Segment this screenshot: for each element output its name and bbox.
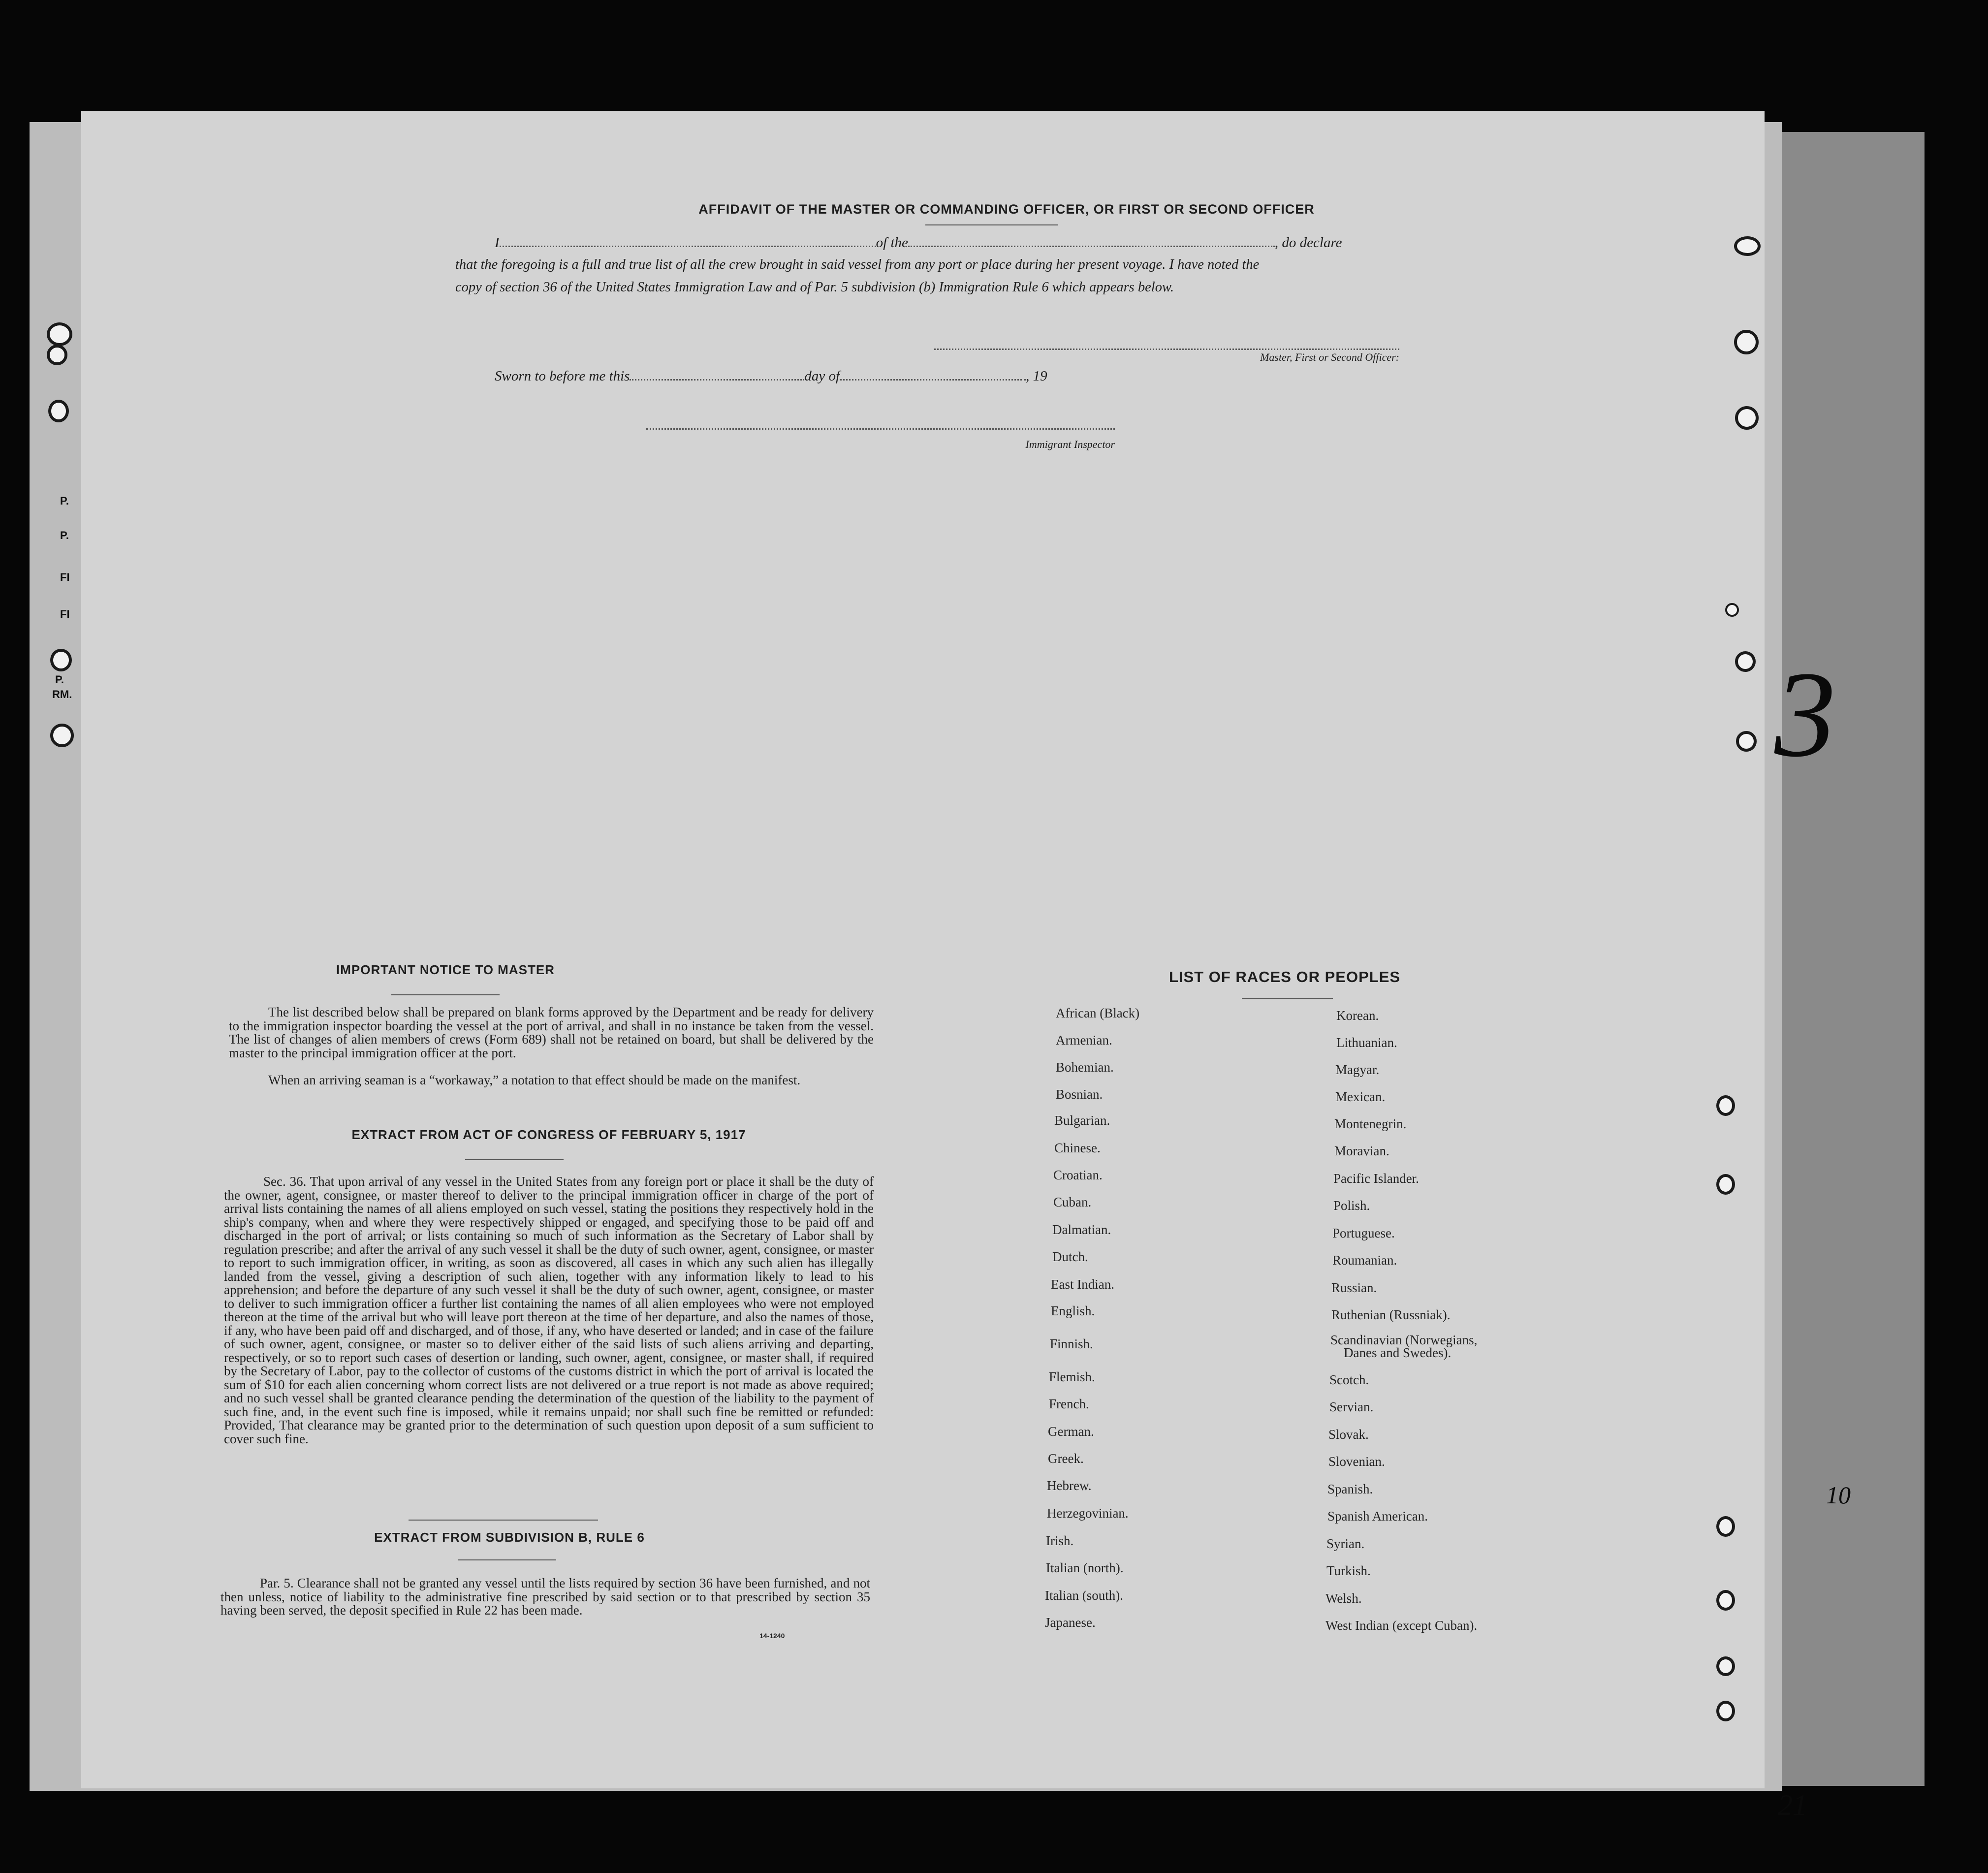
races-rule <box>1242 998 1333 999</box>
race-item: Hebrew. <box>1047 1478 1092 1493</box>
race-item: Finnish. <box>1050 1336 1093 1351</box>
race-item: Ruthenian (Russniak). <box>1331 1307 1451 1322</box>
race-item: Japanese. <box>1045 1615 1096 1630</box>
punch-hole <box>47 345 67 365</box>
margin-fragment: P. <box>60 529 69 541</box>
race-item: Irish. <box>1046 1533 1074 1548</box>
race-item: Turkish. <box>1326 1563 1371 1578</box>
sworn-month-field[interactable] <box>840 379 1026 381</box>
race-item: Magyar. <box>1335 1062 1380 1077</box>
race-item: Russian. <box>1331 1280 1377 1295</box>
race-item: Moravian. <box>1334 1143 1389 1158</box>
notice-rule <box>391 994 500 995</box>
margin-fragment: P. <box>55 673 64 686</box>
race-item: Slovak. <box>1328 1427 1369 1442</box>
race-item: Syrian. <box>1326 1536 1365 1551</box>
race-item: Slovenian. <box>1328 1454 1385 1469</box>
race-item: Bulgarian. <box>1054 1113 1110 1128</box>
punch-hole <box>1716 1590 1735 1611</box>
punch-hole <box>1734 236 1761 256</box>
day-of-text: day of <box>804 368 840 384</box>
race-item: Chinese. <box>1054 1141 1101 1155</box>
rule-extract-rule <box>458 1559 556 1560</box>
race-item: Polish. <box>1333 1198 1370 1213</box>
race-item: Dutch. <box>1052 1249 1088 1264</box>
race-item: Bohemian. <box>1056 1060 1114 1075</box>
rule-extract-top-rule <box>409 1520 598 1521</box>
master-signature-line[interactable] <box>934 349 1399 350</box>
inspector-label: Immigrant Inspector <box>1025 438 1115 450</box>
form-number: 14-1240 <box>759 1632 785 1640</box>
race-item: Greek. <box>1048 1451 1084 1466</box>
handwritten-mark: 21 <box>1778 1789 1807 1821</box>
margin-fragment: FI <box>60 571 70 583</box>
vessel-field[interactable] <box>908 246 1275 247</box>
race-item: Korean. <box>1336 1008 1379 1023</box>
punch-hole <box>1736 731 1757 752</box>
race-item: Mexican. <box>1335 1089 1386 1104</box>
sworn-line <box>495 368 1047 384</box>
affidavit-title-rule <box>925 224 1058 225</box>
race-item: Pacific Islander. <box>1333 1171 1419 1186</box>
act-extract-rule <box>465 1159 564 1160</box>
race-item: Dalmatian. <box>1052 1222 1111 1237</box>
notice-paragraph-1: The list described below shall be prepared on blank forms approved by the Department and be ready for delivery to the immigration inspector boarding the vessel at the port of arrival, and shall in no instance be taken from the vessel. The list of changes of alien members of crews (Form 689) shall not be retained on board, but shall be delivered by the master to the principal immigration officer at the port. <box>229 1005 874 1060</box>
race-item: Spanish American. <box>1327 1509 1428 1524</box>
punch-hole <box>1716 1516 1735 1537</box>
sworn-text: Sworn to before me this <box>495 368 630 384</box>
year-prefix: , 19 <box>1026 368 1047 384</box>
master-label: Master, First or Second Officer: <box>1260 351 1399 363</box>
sworn-day-field[interactable] <box>630 379 804 381</box>
affidavit-i: I <box>495 235 500 251</box>
punch-hole <box>1735 406 1759 430</box>
race-item: Flemish. <box>1049 1369 1095 1384</box>
form-page <box>81 111 1765 1788</box>
race-item: German. <box>1048 1424 1094 1439</box>
punch-hole <box>50 649 72 671</box>
punch-hole <box>1734 330 1759 354</box>
affidavit-of-the: of the <box>876 235 908 251</box>
affidavit-line-1 <box>495 235 1342 251</box>
name-field[interactable] <box>500 246 876 247</box>
race-item: Welsh. <box>1325 1591 1362 1606</box>
rule-extract-title: EXTRACT FROM SUBDIVISION B, RULE 6 <box>374 1530 645 1545</box>
notice-paragraph-2: When an arriving seaman is a “workaway,” a notation to that effect should be made on the manifest. <box>268 1073 801 1087</box>
race-item: Servian. <box>1329 1399 1374 1414</box>
affidavit-line-3: copy of section 36 of the United States Immigration Law and of Par. 5 subdivision (b) Immigration Rule 6 which appears below. <box>455 280 1174 295</box>
handwritten-mark: 10 <box>1826 1481 1851 1509</box>
race-item: Portuguese. <box>1332 1226 1395 1240</box>
affidavit-title: AFFIDAVIT OF THE MASTER OR COMMANDING OFFICER, OR FIRST OR SECOND OFFICER <box>698 202 1315 217</box>
handwritten-mark: 3 <box>1774 646 1836 783</box>
act-extract-title: EXTRACT FROM ACT OF CONGRESS OF FEBRUARY 5, 1917 <box>351 1127 746 1142</box>
punch-hole <box>1735 651 1756 672</box>
race-item: Scotch. <box>1329 1372 1369 1387</box>
margin-fragment: FI <box>60 608 70 620</box>
punch-hole <box>1716 1656 1735 1676</box>
race-item: Croatian. <box>1053 1168 1103 1182</box>
race-item: Herzegovinian. <box>1047 1506 1129 1521</box>
punch-hole <box>47 322 72 346</box>
margin-fragment: P. <box>60 495 69 507</box>
race-item: Armenian. <box>1056 1033 1112 1048</box>
punch-hole <box>1716 1174 1735 1195</box>
punch-hole <box>50 724 74 747</box>
race-item: Italian (north). <box>1046 1560 1124 1575</box>
race-item: Lithuanian. <box>1336 1035 1397 1050</box>
race-item: Roumanian. <box>1332 1253 1397 1268</box>
race-item: French. <box>1049 1397 1089 1411</box>
race-item: West Indian (except Cuban). <box>1325 1618 1478 1633</box>
race-item: Montenegrin. <box>1334 1116 1407 1131</box>
act-extract-text: Sec. 36. That upon arrival of any vessel in the United States from any foreign port or place it shall be the duty of the owner, agent, consignee, or master thereof to deliver to the principal immigration officer in charge of the port of arrival lists containing the names of all aliens employed on such vessel, stating the positions they respectively hold in the ship's company, when and where they were respectively shipped or engaged, and specifying those to be paid off and discharged in the port of arrival; or lists containing so much of such information as the Secretary of Labor shall by regulation prescribe; and after the arrival of any such vessel it shall be the duty of such owner, agent, consignee, or master to report to such immigration officer, in writing, as soon as discovered, all cases in which any such alien has illegally landed from the vessel, giving a description of such alien, together with any information likely to lead to his apprehension; and before the departure of any such vessel it shall be the duty of such owner, agent, consignee, or master to deliver to such immigration officer a further list containing the names of all alien employees who were not employed thereon at the time of the arrival but who will leave port thereon at the time of her departure, and also the names of those, if any, who have been paid off and discharged, and of those, if any, who have deserted or landed; and in case of the failure of such owner, agent, consignee, or master so to deliver either of the said lists of such aliens arriving and departing, respectively, or so to report such cases of desertion or landing, such owner, agent, consignee, or master shall, if required by the Secretary of Labor, pay to the collector of customs of the customs district in which the port of arrival is located the sum of $10 for each alien concerning whom correct lists are not delivered or a true report is not made as above required; and no such vessel shall be granted clearance pending the determination of the question of the liability to the payment of such fine, and, in the event such fine is imposed, while it remains unpaid; nor shall such fine be remitted or refunded: Provided, That clearance may be granted prior to the determination of such question upon deposit of a sum sufficient to cover such fine. <box>224 1174 874 1446</box>
race-item: Spanish. <box>1327 1482 1373 1496</box>
races-title: LIST OF RACES OR PEOPLES <box>1168 968 1401 985</box>
punch-hole <box>48 400 69 422</box>
margin-fragment: RM. <box>52 688 72 700</box>
race-item: Scandinavian (Norwegians, <box>1330 1333 1478 1347</box>
race-item: Bosnian. <box>1056 1087 1103 1102</box>
race-item: Italian (south). <box>1045 1588 1123 1603</box>
punch-hole <box>1716 1701 1735 1721</box>
race-item: East Indian. <box>1051 1277 1114 1292</box>
race-item: Danes and Swedes). <box>1344 1345 1452 1360</box>
race-item: Cuban. <box>1053 1195 1092 1209</box>
punch-hole <box>1716 1095 1735 1116</box>
affidavit-line-2: that the foregoing is a full and true list of all the crew brought in said vessel from any port or place during her present voyage. I have noted the <box>455 257 1260 272</box>
notice-title: IMPORTANT NOTICE TO MASTER <box>336 962 555 977</box>
punch-hole <box>1725 603 1739 617</box>
inspector-signature-line[interactable] <box>646 428 1115 430</box>
affidavit-declare: , do declare <box>1274 235 1342 251</box>
binding-strip <box>1774 132 1925 1821</box>
rule-extract-text: Par. 5. Clearance shall not be granted any vessel until the lists required by section 36 have been furnished, and not then unless, notice of liability to the administrative fine prescribed by said section or to that prescribed by section 35 having been served, the deposit specified in Rule 22 has been made. <box>221 1576 870 1618</box>
race-item: English. <box>1051 1303 1095 1318</box>
race-item: African (Black) <box>1056 1006 1140 1020</box>
